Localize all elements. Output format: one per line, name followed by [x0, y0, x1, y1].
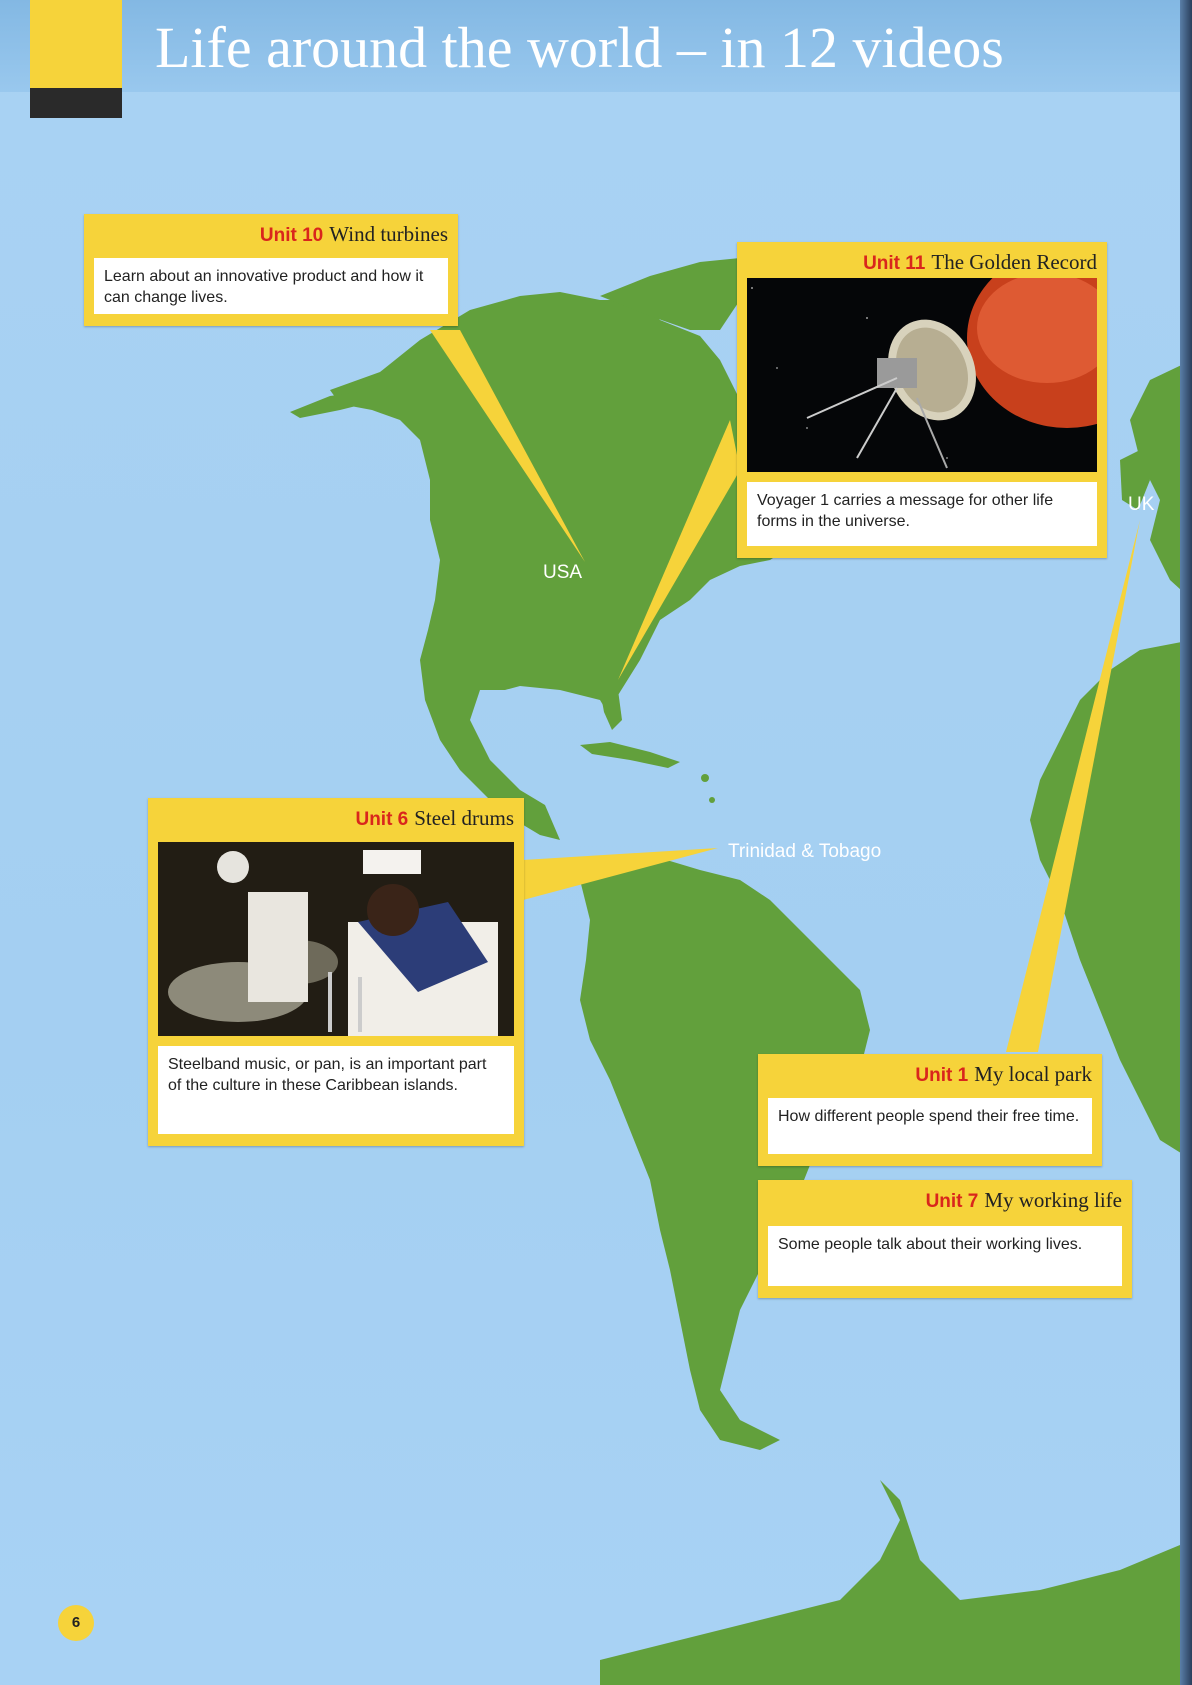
unit-topic: My local park: [974, 1062, 1092, 1086]
label-trinidad-tobago: Trinidad & Tobago: [728, 841, 882, 862]
callout-description: Learn about an innovative product and how it can change lives.: [94, 258, 448, 314]
callout-heading: [355, 806, 514, 831]
unit-topic: Wind turbines: [329, 222, 448, 246]
callout-description: Some people talk about their working lives.: [768, 1226, 1122, 1286]
caribbean-island: [709, 797, 715, 803]
callout-heading: [915, 1062, 1092, 1087]
callout-heading: [926, 1188, 1122, 1213]
callout-description: Voyager 1 carries a message for other life forms in the universe.: [747, 482, 1097, 546]
callout-unit-11[interactable]: [737, 242, 1107, 558]
unit-topic: Steel drums: [414, 806, 514, 830]
label-usa: USA: [543, 562, 583, 583]
steel-drums-photo: [158, 842, 514, 1036]
antarctica-land: [600, 1480, 1192, 1685]
caribbean-island: [701, 774, 709, 782]
callout-unit-6[interactable]: [148, 798, 524, 1146]
alaska-land: [290, 392, 372, 418]
unit-number: Unit 11: [863, 253, 926, 274]
page-title: Life around the world – in 12 videos: [155, 15, 1004, 80]
cuba-land: [580, 742, 680, 768]
florida-land: [600, 690, 622, 730]
unit-number: Unit 1: [915, 1065, 969, 1086]
unit-number: Unit 10: [259, 225, 324, 246]
callout-description: How different people spend their free time.: [768, 1098, 1092, 1154]
label-uk: UK: [1128, 494, 1155, 515]
callout-unit-10[interactable]: [84, 214, 458, 326]
unit-topic: The Golden Record: [931, 250, 1097, 274]
callout-unit-1[interactable]: [758, 1054, 1102, 1166]
unit-topic: My working life: [984, 1188, 1122, 1212]
page-number: 6: [58, 1605, 94, 1641]
book-spine: [1180, 0, 1192, 1685]
callout-heading: [863, 250, 1097, 275]
callout-unit-7[interactable]: [758, 1180, 1132, 1298]
voyager-photo: [747, 278, 1097, 472]
callout-description: Steelband music, or pan, is an important part of the culture in these Caribbean islands.: [158, 1046, 514, 1134]
callout-heading: [260, 222, 448, 247]
unit-number: Unit 6: [355, 809, 409, 830]
unit-number: Unit 7: [925, 1191, 979, 1212]
